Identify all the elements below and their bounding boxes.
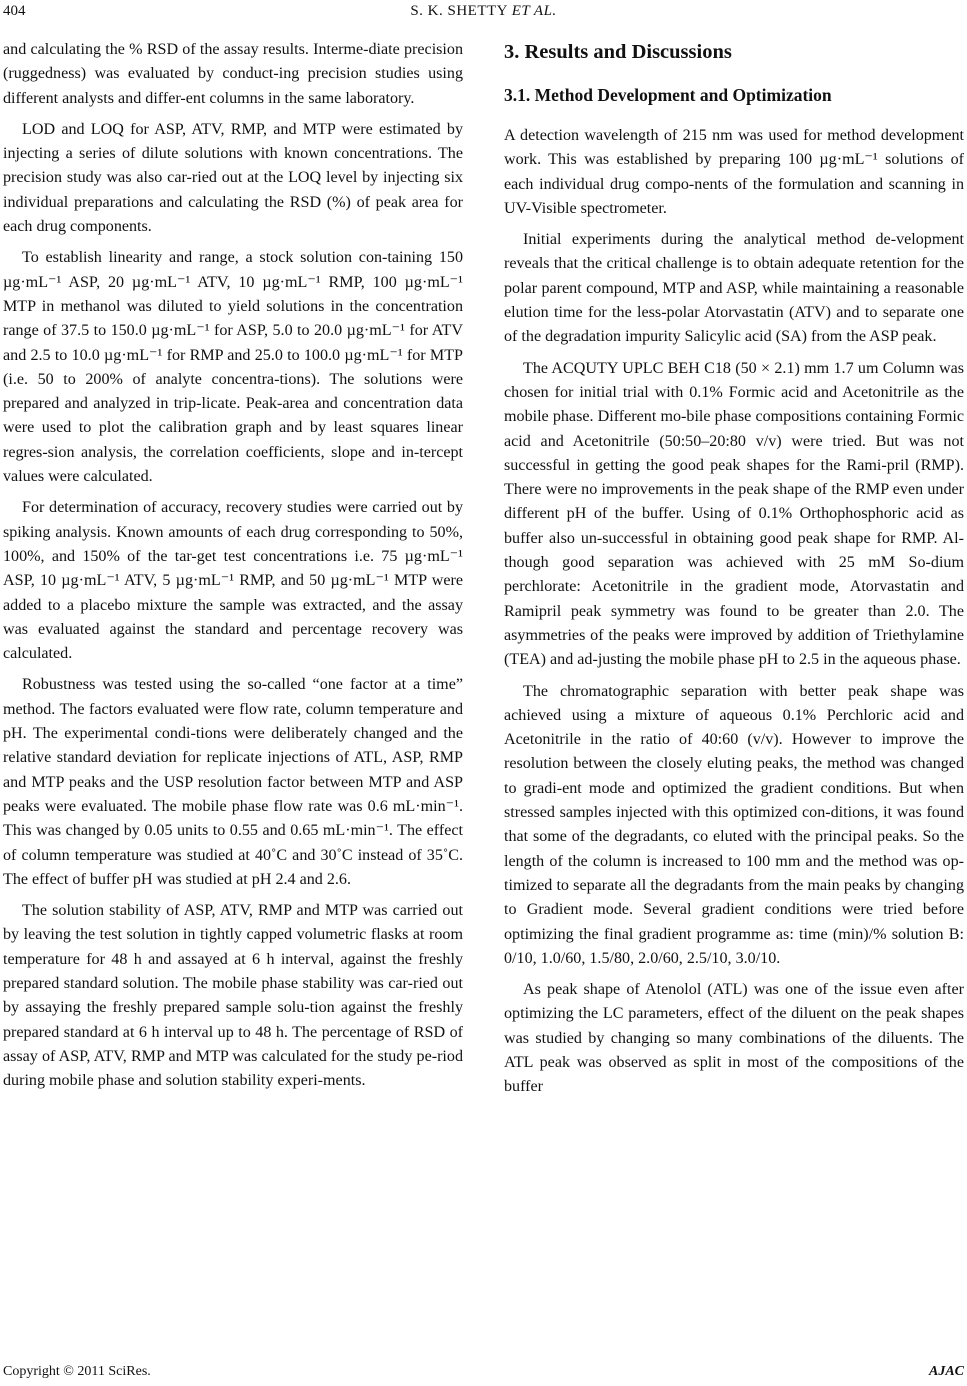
- body-paragraph: Initial experiments during the analytical method de-velopment reveals that the critical challenge is to obtain adequate retention for the polar parent compound, MTP and ASP, while maintaining a reasonable elution time for the less-polar Atorvastatin (ATV) and to separate one of the degradation impurity Salicylic acid (SA) from the ASP peak.: [504, 231, 964, 346]
- page-number: 404: [3, 3, 26, 19]
- body-paragraph: For determination of accuracy, recovery studies were carried out by spiking analysis. Known amounts of each drug corresponding to 50%, 100%, and 150% of the tar-get test concentrations i.e. 75 µg·mL⁻¹ ASP, 10 µg·mL⁻¹ ATV, 5 µg·mL⁻¹ RMP, and 50 µg·mL⁻¹ MTP were added to a placebo mixture the sample was extracted, and the assay was evaluated against the standard and percentage recovery was calculated.: [3, 499, 463, 663]
- right-column: [504, 38, 964, 1100]
- body-paragraph: As peak shape of Atenolol (ATL) was one of the issue even after optimizing the LC parameters, effect of the diluent on the peak shapes was studied by changing so many combinations of the diluents. The ATL peak was observed as split in most of the compositions of the buffer: [504, 981, 964, 1096]
- body-paragraph: The ACQUTY UPLC BEH C18 (50 × 2.1) mm 1.7 um Column was chosen for initial trial with 0.1% Formic acid and Acetonitrile as the mobile phase. Different mo-bile phase compositions containing Formic acid and Acetonitrile (50:50–20:80 v/v) were tried. But was not successful in getting the good peak shapes for the Rami-pril (RMP). There were no improvements in the peak shape of the RMP even under different pH of the buffer. Using of 0.1% Orthophosphoric acid as buffer also un-successful in obtaining good peak shape for RMP. Al-though good separation was achieved with 25 mM So-dium perchlorate: Acetonitrile in the gradient mode, Atorvastatin and Ramipril peak symmetry was found to be greater than 2.0. The asymmetries of the peaks were improved by addition of Triethylamine (TEA) and ad-justing the mobile phase pH to 2.5 in the aqueous phase.: [504, 359, 964, 669]
- copyright-notice: Copyright © 2011 SciRes.: [3, 1364, 151, 1379]
- subsection-heading: 3.1. Method Development and Optimization: [504, 85, 832, 105]
- page-footer: [0, 1362, 967, 1384]
- running-head-etal: ET AL.: [511, 3, 557, 19]
- body-paragraph: A detection wavelength of 215 nm was used for method development work. This was established by preparing 100 µg·mL⁻¹ solutions of each individual drug compo-nents of the formulation and scanning in UV-Visible spectrometer.: [504, 127, 964, 217]
- body-paragraph: The chromatographic separation with better peak shape was achieved using a mixture of aqueous 0.1% Perchloric acid and Acetonitrile in the ratio of 40:60 (v/v). However to improve the resolution between the closely eluting peaks, the method was changed to gradi-ent mode and optimized the gradient conditions. But when stressed samples injected with this optimized con-ditions, it was found that some of the degradants, co eluted with the principal peaks. So the length of the column is increased to 100 mm and the method was op-timized to separate all the degradants from the main peaks by changing to Gradient mode. Several gradient conditions were tried before optimizing the final gradient programme as: time (min)/% solution B: 0/10, 1.0/60, 1.5/80, 2.0/60, 2.5/10, 3.0/10.: [504, 682, 964, 967]
- section-heading: 3. Results and Discussions: [504, 41, 732, 63]
- body-paragraph: To establish linearity and range, a stock solution con-taining 150 µg·mL⁻¹ ASP, 20 µg·mL⁻¹ ATV, 10 µg·mL⁻¹ RMP, 100 µg·mL⁻¹ MTP in methanol was diluted to yield solutions in the concentration range of 37.5 to 150.0 µg·mL⁻¹ for ASP, 5.0 to 20.0 µg·mL⁻¹ for ATV and 2.5 to 10.0 µg·mL⁻¹ for RMP and 25.0 to 100.0 µg·mL⁻¹ for MTP (i.e. 50 to 200% of analyte concentra-tions). The solutions were prepared and analyzed in trip-licate. Peak-area and concentration data were used to plot the calibration graph and by least squares linear regres-sion analysis, the correlation coefficients, slope and in-tercept values were calculated.: [3, 249, 463, 486]
- body-paragraph: LOD and LOQ for ASP, ATV, RMP, and MTP were estimated by injecting a series of dilute solutions with known concentrations. The precision study was also car-ried out at the LOQ level by injecting six individual preparations and calculating the RSD (%) of peak area for each drug components.: [3, 120, 463, 236]
- journal-abbreviation: AJAC: [928, 1364, 964, 1379]
- body-paragraph: The solution stability of ASP, ATV, RMP and MTP was carried out by leaving the test solution in tightly capped volumetric flasks at room temperature for 48 h and assayed at 6 h interval, against the freshly prepared standard solution. The mobile phase stability was car-ried out by assaying the freshly prepared sample solu-tion against the freshly prepared standard at 6 h interval up to 48 h. The percentage of RSD of assay of ASP, ATV, RMP and MTP was calculated for the study pe-riod during mobile phase and solution stability experi-ments.: [3, 902, 463, 1090]
- body-paragraph: Robustness was tested using the so-called “one factor at a time” method. The factors evaluated were flow rate, column temperature and pH. The experimental condi-tions were deliberately changed and the relative standard deviation for replicate injections of ATL, ASP, RMP and MTP peaks and the USP resolution factor between MTP and ASP peaks were evaluated. The mobile phase flow rate was 0.6 mL·min⁻¹. This was changed by 0.05 units to 0.55 and 0.65 mL·min⁻¹. The effect of column temperature was studied at 40˚C and 30˚C instead of 35˚C. The effect of buffer pH was studied at pH 2.4 and 2.6.: [3, 676, 463, 888]
- left-column: [3, 38, 463, 1093]
- page-header: [0, 0, 967, 30]
- running-head-author: S. K. SHETTY: [410, 3, 508, 19]
- running-head: [0, 0, 967, 22]
- body-paragraph: and calculating the % RSD of the assay results. Interme-diate precision (ruggedness) was evaluated by conduct-ing precision studies using different analysts and differ-ent columns in the same laboratory.: [3, 41, 463, 107]
